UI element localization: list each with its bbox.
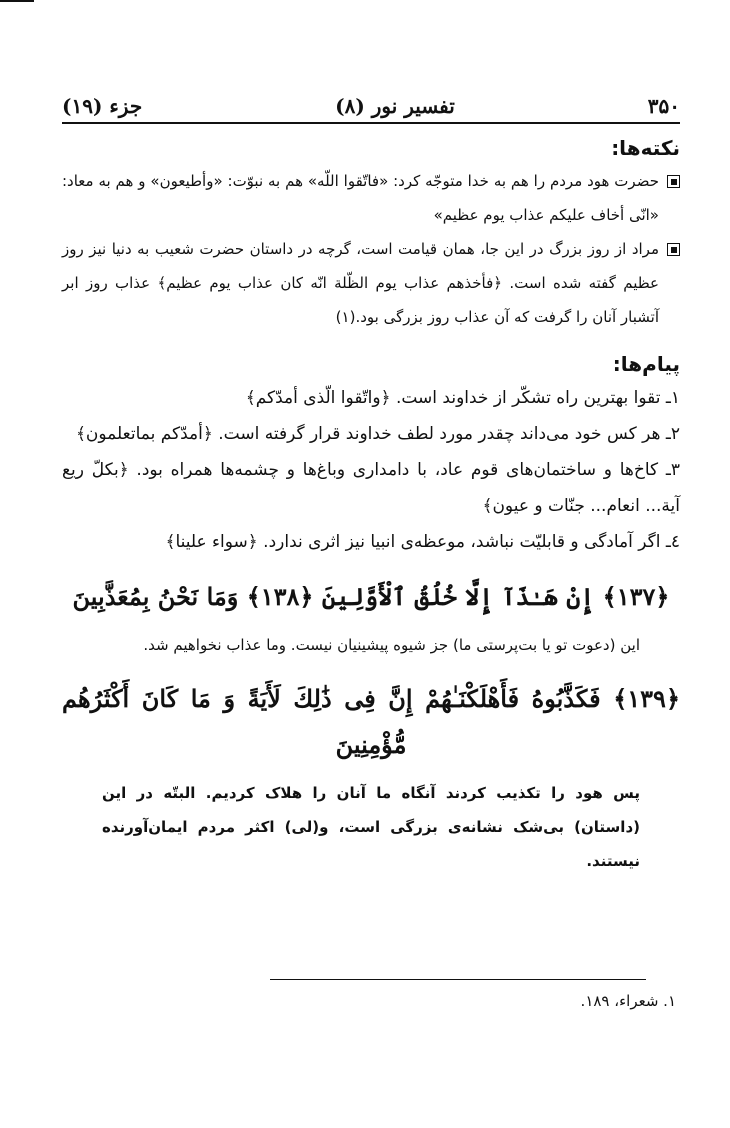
page-number: ۳۵۰: [647, 94, 680, 118]
corner-scan-mark: [0, 0, 34, 2]
message-item: ۳ـ کاخ‌ها و ساختمان‌های قوم عاد، با دامداری وباغ‌ها و چشمه‌ها همراه بود. ﴿بکلّ ریع آیة... انعام... جنّات و عیون﴾: [62, 460, 680, 516]
message-item: ٤ـ اگر آمادگی و قابلیّت نباشد، موعظه‌ی انبیا نیز اثری ندارد. ﴿سواء علینا﴾: [165, 532, 680, 552]
footnote-rule: [270, 979, 646, 980]
note-item: [62, 232, 680, 334]
note-text: مراد از روز بزرگ در این جا، همان قیامت است، گرچه در داستان حضرت شعیب به دنیا نیز روز عظیم گفته شده است. ﴿فأخذهم عذاب یوم الظّلة انّه کان عذاب یوم عظیم﴾ عذاب روز ابر آتشبار آنان را گرفت که آن عذاب روز بزرگی بود.(۱): [62, 240, 659, 326]
book-title: تفسیر نور (۸): [335, 94, 455, 118]
page-header: [62, 88, 680, 118]
message-item: ۱ـ تقوا بهترین راه تشکّر از خداوند است. ﴿واتّقوا الّذی أمدّکم﴾: [245, 388, 680, 408]
square-bullet-icon: [667, 175, 680, 188]
page: [62, 88, 680, 878]
note-item: [62, 164, 680, 232]
verse-arabic: ﴿۱۳۷﴾ إِنْ هَـٰذَآ إِلَّا خُلُقُ ٱلْأَوَّلِينَ ﴿۱۳۸﴾ وَمَا نَحْنُ بِمُعَذَّبِينَ: [72, 582, 670, 611]
messages-title: پیام‌ها:: [612, 352, 680, 376]
notes-title: نکته‌ها:: [611, 136, 680, 160]
juz-label: جزء (۱۹): [62, 94, 143, 118]
verse-arabic: ﴿۱۳۹﴾ فَكَذَّبُوهُ فَأَهْلَكْنَـٰهُمْ إِنَّ فِى ذَٰلِكَ لَأَيَةً وَ مَا كَانَ أَكْثَرُهُم مُّؤْمِنِينَ: [62, 684, 680, 759]
square-bullet-icon: [667, 243, 680, 256]
verse-translation: پس هود را تکذیب کردند آنگاه ما آنان را هلاک کردیم. البتّه در این (داستان) بی‌شک نشانه‌ی بزرگی است، و(لی) اکثر مردم ایمان‌آورنده نیستند.: [102, 784, 640, 870]
verse-translation: این (دعوت تو یا بت‌پرستی ما) جز شیوه پیشینیان نیست. وما عذاب نخواهیم شد.: [143, 636, 640, 654]
note-text: حضرت هود مردم را هم به خدا متوجّه کرد: «فاتّقوا اللّه» هم به نبوّت: «وأطیعون» و هم به معاد: «انّی أخاف علیکم عذاب یوم عظیم»: [62, 172, 659, 224]
header-rule: [62, 122, 680, 124]
message-item: ۲ـ هر کس خود می‌داند چقدر مورد لطف خداوند قرار گرفته است. ﴿أمدّکم بماتعلمون﴾: [75, 424, 680, 444]
footnote: ۱. شعراء، ۱۸۹.: [580, 992, 676, 1010]
